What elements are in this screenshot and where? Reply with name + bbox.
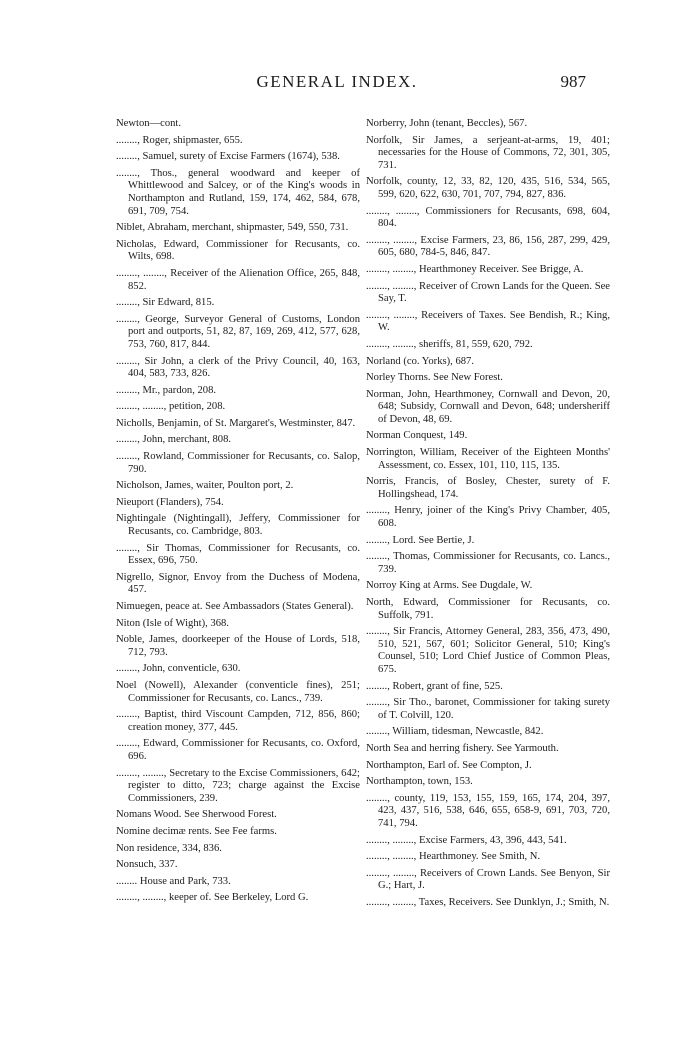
index-entry: Nomans Wood. See Sherwood Forest.: [116, 809, 277, 821]
index-entry: ........, Thomas, Commissioner for Recusants, co. Lancs., 739.: [366, 551, 610, 575]
index-entry: ........, Robert, grant of fine, 525.: [366, 680, 503, 692]
index-entry: ........, ........, Receivers of Taxes. See Bendish, R.; King, W.: [366, 309, 610, 334]
index-entry: ........, William, tidesman, Newcastle, 842.: [366, 726, 544, 738]
index-entry: Norfolk, county, 12, 33, 82, 120, 435, 516, 534, 565, 599, 620, 622, 630, 701, 707, 794, 827, 836.: [366, 176, 610, 200]
index-entry: Norrington, William, Receiver of the Eighteen Months' Assessment, co. Essex, 101, 110, 115, 135.: [366, 447, 610, 471]
index-entry: Norfolk, Sir James, a serjeant-at-arms, 19, 401; necessaries for the House of Commons, 72, 301, 305, 731.: [366, 134, 610, 171]
index-entry: ........, ........, sheriffs, 81, 559, 620, 792.: [366, 338, 533, 350]
index-column-right: [366, 118, 610, 913]
index-entry: ........, county, 119, 153, 155, 159, 165, 174, 204, 397, 423, 437, 516, 538, 646, 655, 658-9, 691, 703, 720, 741, 794.: [366, 792, 610, 829]
index-entry: Non residence, 334, 836.: [116, 842, 222, 854]
index-entry: ........, Samuel, surety of Excise Farmers (1674), 538.: [116, 151, 340, 163]
index-entry: ........, Sir Edward, 815.: [116, 297, 215, 309]
index-entry: Northampton, town, 153.: [366, 776, 473, 788]
index-entry: ........, Mr., pardon, 208.: [116, 384, 217, 396]
index-entry: Nimuegen, peace at. See Ambassadors (States General).: [116, 601, 354, 612]
index-entry: Nicholls, Benjamin, of St. Margaret's, Westminster, 847.: [116, 417, 356, 429]
index-entry: Noel (Nowell), Alexander (conventicle fines), 251; Commissioner for Recusants, co. Lancs., 739.: [116, 679, 360, 704]
index-entry: ........, ........, Commissioners for Recusants, 698, 604, 804.: [366, 205, 610, 230]
index-entry: ........, ........, keeper of. See Berkeley, Lord G.: [116, 892, 309, 904]
index-entry: ........, John, merchant, 808.: [116, 434, 232, 446]
index-entry: ........, Sir Francis, Attorney General, 283, 356, 473, 490, 510, 521, 567, 601; Solicitor General, 510; King's Counsel, 510; Lord Chief Justice of Common Pleas, 675.: [366, 626, 610, 675]
index-entry: ........, Sir John, a clerk of the Privy Council, 40, 163, 404, 583, 733, 826.: [116, 355, 360, 380]
index-entry: ........, ........, Secretary to the Excise Commissioners, 642; register to ditto, 723; charge against the Excise Commissioners, 239.: [116, 767, 360, 804]
index-entry: Noble, James, doorkeeper of the House of Lords, 518, 712, 793.: [116, 634, 360, 658]
index-entry: Newton—cont.: [116, 118, 182, 129]
index-entry: ........, John, conventicle, 630.: [116, 663, 241, 675]
index-entry: ........, ........, Receiver of the Alienation Office, 265, 848, 852.: [116, 267, 360, 292]
index-entry: Nieuport (Flanders), 754.: [116, 496, 224, 508]
index-column-left: [116, 118, 360, 909]
index-entry: Norman Conquest, 149.: [366, 430, 468, 442]
index-entry: Nonsuch, 337.: [116, 859, 178, 871]
index-entry: Niton (Isle of Wight), 368.: [116, 617, 229, 629]
index-entry: ........, Sir Tho., baronet, Commissioner for taking surety of T. Colvill, 120.: [366, 697, 610, 721]
index-entry: Northampton, Earl of. See Compton, J.: [366, 759, 532, 771]
index-entry: Nomine decimæ rents. See Fee farms.: [116, 825, 277, 837]
index-entry: ........, Baptist, third Viscount Campden, 712, 856, 860; creation money, 377, 445.: [116, 709, 360, 733]
index-entry: ........, ........, Receivers of Crown Lands. See Benyon, Sir G.; Hart, J.: [366, 867, 610, 892]
index-entry: Norman, John, Hearthmoney, Cornwall and Devon, 20, 648; Subsidy, Cornwall and Devon, 648; undersheriff of Devon, 48, 69.: [366, 388, 610, 425]
index-entry: ........, Lord. See Bertie, J.: [366, 534, 475, 546]
index-entry: Norris, Francis, of Bosley, Chester, surety of F. Hollingshead, 174.: [366, 476, 610, 500]
index-entry: ........, Sir Thomas, Commissioner for Recusants, co. Essex, 696, 750.: [116, 542, 360, 567]
index-entry: Niblet, Abraham, merchant, shipmaster, 549, 550, 731.: [116, 222, 349, 234]
index-entry: ........, ........, Hearthmoney. See Smith, N.: [366, 851, 541, 863]
page-number: 987: [560, 72, 586, 91]
index-entry: ........, Henry, joiner of the King's Privy Chamber, 405, 608.: [366, 505, 610, 530]
running-title: GENERAL INDEX.: [256, 72, 418, 91]
index-entry: ........ House and Park, 733.: [116, 875, 231, 887]
index-entry: Nightingale (Nightingall), Jeffery, Commissioner for Recusants, co. Cambridge, 803.: [116, 513, 360, 538]
index-entry: North, Edward, Commissioner for Recusants, co. Suffolk, 791.: [366, 597, 610, 621]
page-header: [0, 72, 674, 96]
index-entry: Norley Thorns. See New Forest.: [366, 372, 503, 384]
index-entry: ........, Rowland, Commissioner for Recusants, co. Salop, 790.: [116, 451, 360, 475]
index-entry: ........, ........, Taxes, Receivers. See Dunklyn, J.; Smith, N.: [366, 896, 610, 908]
index-entry: Nicholas, Edward, Commissioner for Recusants, co. Wilts, 698.: [116, 238, 360, 263]
index-entry: ........, ........, Excise Farmers, 43, 396, 443, 541.: [366, 834, 567, 846]
index-entry: Nigrello, Signor, Envoy from the Duchess of Modena, 457.: [116, 571, 360, 596]
index-entry: North Sea and herring fishery. See Yarmouth.: [366, 742, 559, 754]
index-entry: Nicholson, James, waiter, Poulton port, 2.: [116, 480, 294, 492]
index-entry: ........, Edward, Commissioner for Recusants, co. Oxford, 696.: [116, 738, 360, 762]
index-entry: ........, ........, Hearthmoney Receiver. See Brigge, A.: [366, 263, 584, 275]
index-entry: ........, George, Surveyor General of Customs, London port and outports, 51, 82, 87, 169, 269, 412, 577, 628, 753, 760, 817, 844.: [116, 313, 360, 350]
index-entry: ........, ........, Receiver of Crown Lands for the Queen. See Say, T.: [366, 280, 610, 305]
index-entry: ........, ........, petition, 208.: [116, 401, 226, 413]
index-entry: Norroy King at Arms. See Dugdale, W.: [366, 580, 533, 592]
index-entry: ........, Thos., general woodward and keeper of Whittlewood and Salcey, or of the King's woods in Northampton and Rutland, 159, 174, 462, 584, 678, 691, 709, 754.: [116, 167, 360, 217]
index-entry: Norland (co. Yorks), 687.: [366, 355, 474, 367]
index-entry: ........, ........, Excise Farmers, 23, 86, 156, 287, 299, 429, 605, 680, 784-5, 846, 847.: [366, 234, 610, 259]
index-entry: Norberry, John (tenant, Beccles), 567.: [366, 118, 528, 129]
index-entry: ........, Roger, shipmaster, 655.: [116, 134, 243, 146]
